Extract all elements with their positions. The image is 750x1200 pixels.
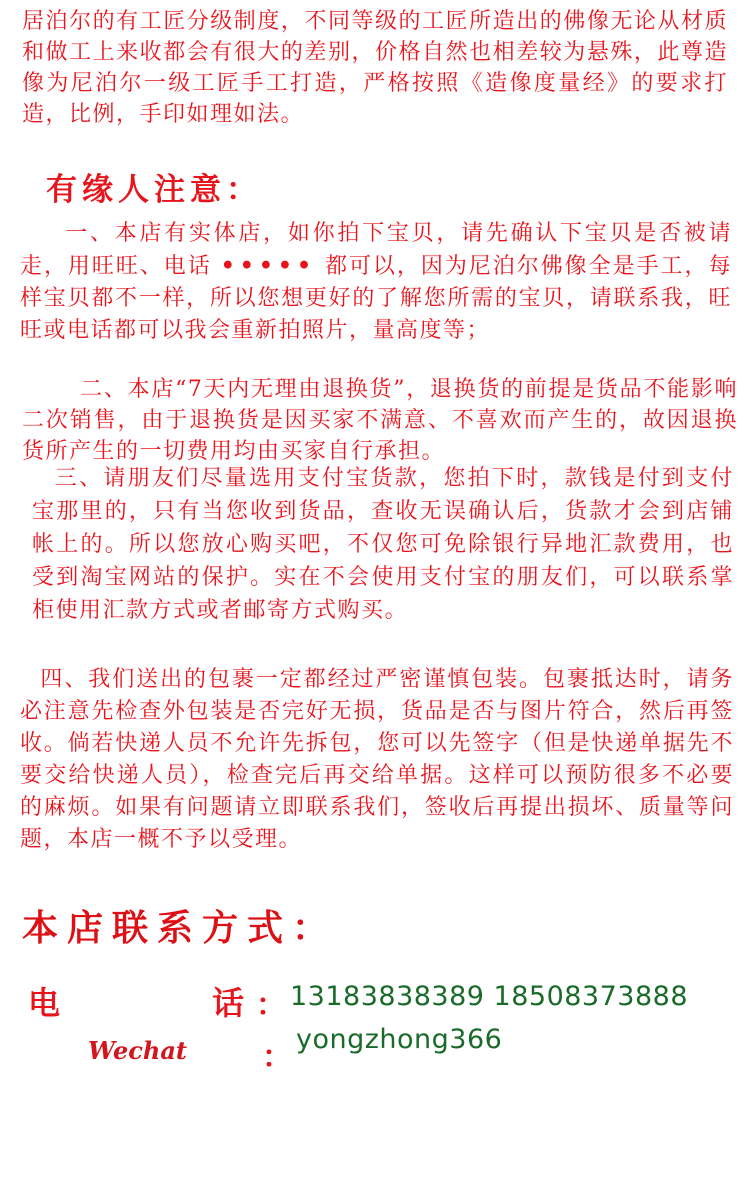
notice-item-3 [32, 462, 734, 627]
notice-item-4 [20, 664, 734, 856]
contact-heading: 本店联系方式： [22, 907, 338, 949]
intro-paragraph: 居泊尔的有工匠分级制度，不同等级的工匠所造出的佛像无论从材质和做工上来收都会有很大的差别，价格自然也相差较为悬殊，此尊造像为尼泊尔一级工匠手工打造，严格按照《造像度量经》的要求打造，比例，手印如理如法。 [22, 9, 728, 127]
notice-item-1-text-after: 都可以，因为尼泊尔佛像全是手工，每样宝贝都不一样，所以您想更好的了解您所需的宝贝，请联系我，旺旺或电话都可以我会重新拍照片，量高度等； [20, 254, 732, 343]
wechat-id: yongzhong366 [296, 1024, 503, 1055]
notice-item-2 [22, 374, 738, 467]
notice-item-1 [20, 218, 732, 347]
notice-item-2-text: 二、本店“7天内无理由退换货”，退换货的前提是货品不能影响二次销售，由于退换货是因买家不满意、不喜欢而产生的，故因退换货所产生的一切费用均由买家自行承担。 [22, 377, 738, 464]
notice-item-1-text-before: 一、本店有实体店，如你拍下宝贝，请先确认下宝贝是否被请走，用旺旺、电话 [20, 221, 732, 279]
phone-numbers: 13183838389 18508373888 [290, 981, 689, 1012]
wechat-label: Wechat [88, 1036, 187, 1065]
notice-item-3-text: 三、请朋友们尽量选用支付宝货款，您拍下时，款钱是付到支付宝那里的，只有当您收到货品，查收无误确认后，货款才会到店铺帐上的。所以您放心购买吧，不仅您可免除银行异地汇款费用，也受到淘宝网站的保护。实在不会使用支付宝的朋友们，可以联系掌柜使用汇款方式或者邮寄方式购买。 [32, 466, 734, 623]
dots-ellipsis: ••••• [220, 253, 317, 279]
wechat-colon: ： [262, 1040, 292, 1075]
phone-label-char-2: 话 [212, 984, 245, 1022]
notice-item-4-text: 四、我们送出的包裹一定都经过严密谨慎包装。包裹抵达时，请务必注意先检查外包装是否完好无损，货品是否与图片符合，然后再签收。倘若快递人员不允许先拆包，您可以先签字（但是快递单据先不要交给快递人员），检查完后再交给单据。这样可以预防很多不必要的麻烦。如果有问题请立即联系我们，签收后再提出损坏、质量等问题，本店一概不予以受理。 [20, 667, 734, 852]
notice-heading: 有缘人注意： [46, 172, 262, 208]
phone-colon: ： [256, 988, 286, 1023]
phone-label-char-1: 电 [28, 984, 61, 1022]
